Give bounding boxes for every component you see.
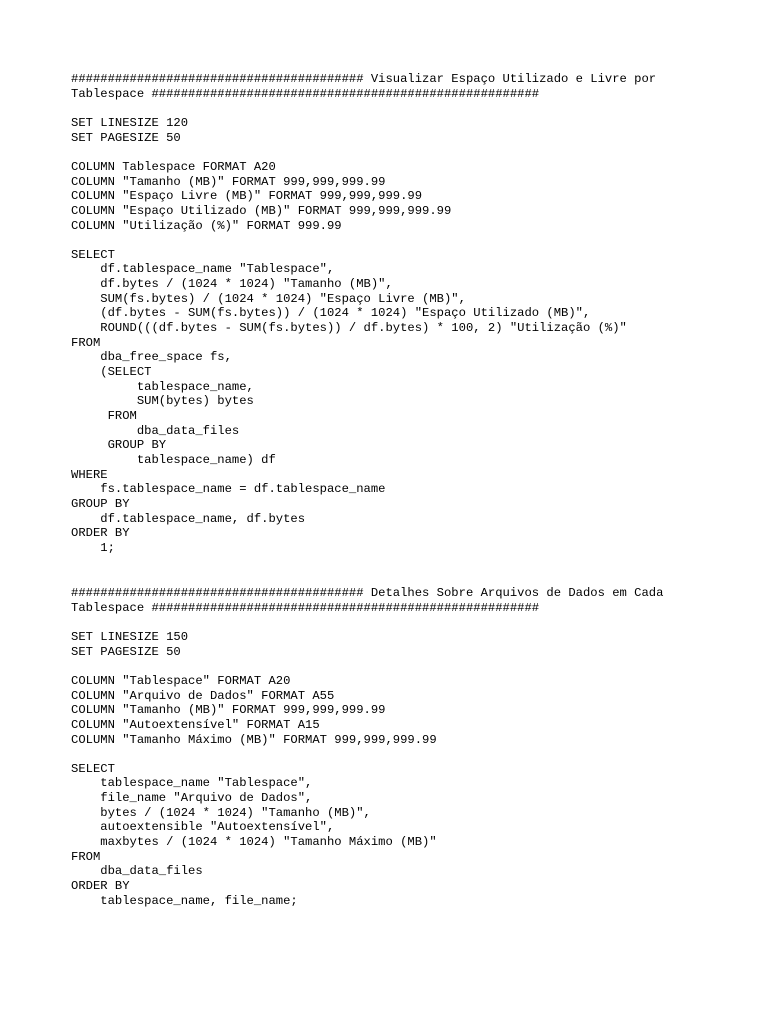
code-line: ORDER BY	[71, 526, 130, 541]
code-line	[71, 101, 751, 116]
code-line: dba_data_files	[71, 423, 240, 438]
code-line: fs.tablespace_name = df.tablespace_name	[71, 482, 386, 497]
code-line: COLUMN "Espaço Utilizado (MB)" FORMAT 999,999,999.99	[71, 203, 452, 218]
code-line: (SELECT	[71, 365, 152, 380]
code-line: tablespace_name) df	[71, 453, 276, 468]
sql-script-tablespace-usage	[71, 72, 751, 556]
code-line: 1;	[71, 540, 115, 555]
code-line: COLUMN Tablespace FORMAT A20	[71, 159, 276, 174]
code-line: df.tablespace_name, df.bytes	[71, 511, 306, 526]
code-line: df.tablespace_name "Tablespace",	[71, 262, 335, 277]
code-line: SUM(bytes) bytes	[71, 394, 254, 409]
code-line: Tablespace #####################################################	[71, 86, 540, 101]
code-line	[71, 145, 751, 160]
code-line: WHERE	[71, 467, 108, 482]
code-line: COLUMN "Utilização (%)" FORMAT 999.99	[71, 218, 342, 233]
code-line: dba_data_files	[71, 864, 203, 879]
code-line: autoextensible "Autoextensível",	[71, 820, 335, 835]
code-line	[71, 615, 751, 630]
code-line: SELECT	[71, 247, 115, 262]
code-line: COLUMN "Tamanho (MB)" FORMAT 999,999,999.99	[71, 703, 386, 718]
code-line: SET PAGESIZE 50	[71, 644, 181, 659]
code-line	[71, 659, 751, 674]
code-line: COLUMN "Tamanho (MB)" FORMAT 999,999,999.99	[71, 174, 386, 189]
code-line: ORDER BY	[71, 879, 130, 894]
code-line: FROM	[71, 409, 137, 424]
code-line: dba_free_space fs,	[71, 350, 232, 365]
code-line: SET LINESIZE 120	[71, 115, 189, 130]
code-line	[71, 233, 751, 248]
code-line: df.bytes / (1024 * 1024) "Tamanho (MB)",	[71, 277, 393, 292]
code-line: Tablespace #####################################################	[71, 600, 540, 615]
code-line: COLUMN "Autoextensível" FORMAT A15	[71, 717, 320, 732]
code-line: maxbytes / (1024 * 1024) "Tamanho Máximo (MB)"	[71, 835, 437, 850]
code-line: bytes / (1024 * 1024) "Tamanho (MB)",	[71, 805, 371, 820]
code-line: SELECT	[71, 761, 115, 776]
code-line: COLUMN "Espaço Livre (MB)" FORMAT 999,999,999.99	[71, 189, 423, 204]
code-line: FROM	[71, 849, 101, 864]
code-line: SET PAGESIZE 50	[71, 130, 181, 145]
sql-script-datafile-details	[71, 586, 751, 908]
code-line: COLUMN "Arquivo de Dados" FORMAT A55	[71, 688, 335, 703]
code-line: COLUMN "Tablespace" FORMAT A20	[71, 673, 291, 688]
code-line: ROUND(((df.bytes - SUM(fs.bytes)) / df.bytes) * 100, 2) "Utilização (%)"	[71, 321, 627, 336]
code-line: FROM	[71, 335, 101, 350]
code-line: tablespace_name,	[71, 379, 254, 394]
code-line: file_name "Arquivo de Dados",	[71, 791, 313, 806]
code-line: GROUP BY	[71, 438, 167, 453]
code-line: SUM(fs.bytes) / (1024 * 1024) "Espaço Livre (MB)",	[71, 291, 466, 306]
code-line: ######################################## Detalhes Sobre Arquivos de Dados em Cada	[71, 586, 664, 600]
code-line: ######################################## Visualizar Espaço Utilizado e Livre por	[71, 72, 657, 86]
code-line: tablespace_name, file_name;	[71, 893, 298, 908]
code-line	[71, 747, 751, 762]
code-line: COLUMN "Tamanho Máximo (MB)" FORMAT 999,999,999.99	[71, 732, 437, 747]
code-line: GROUP BY	[71, 496, 130, 511]
code-line: (df.bytes - SUM(fs.bytes)) / (1024 * 1024) "Espaço Utilizado (MB)",	[71, 306, 591, 321]
code-line: SET LINESIZE 150	[71, 629, 189, 644]
code-line: tablespace_name "Tablespace",	[71, 776, 313, 791]
